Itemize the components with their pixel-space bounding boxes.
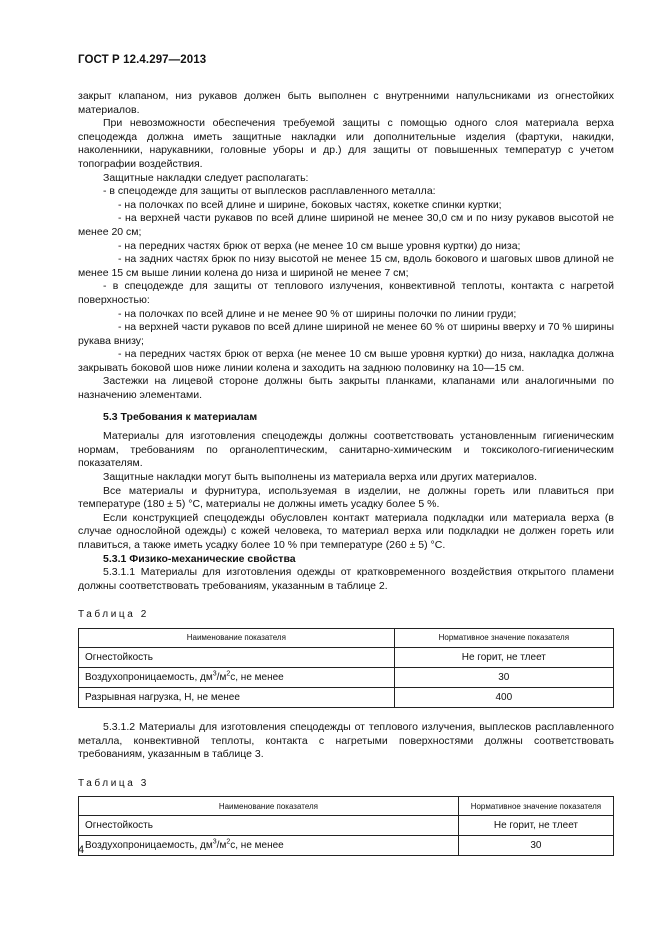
paragraph: Все материалы и фурнитура, используемая в изделии, не должны гореть или плавиться при температуре (180 ± 5) °С, материалы не должны иметь усадку более 5 %. (78, 484, 614, 511)
paragraph: 5.3.1.2 Материалы для изготовления спецодежды от теплового излучения, выплесков расплавленного металла, конвективной теплоты, контакта с нагретыми поверхностями должны соответствовать требованиям, указанным в таблице 3. (78, 720, 614, 761)
list-item: - в спецодежде для защиты от выплесков расплавленного металла: (103, 185, 436, 198)
text-run: с, не менее (230, 671, 284, 683)
paragraph: Защитные накладки следует располагать: (103, 171, 309, 184)
text-run: Воздухопроницаемость, дм (85, 840, 213, 852)
text-run: /м (216, 840, 227, 852)
table-cell (79, 667, 395, 687)
page-number: 4 (78, 844, 85, 856)
column-header: Наименование показателя (79, 797, 459, 816)
list-item: - в спецодежде для защиты от теплового излучения, конвективной теплоты, контакта с нагретой поверхностью: (78, 280, 614, 306)
column-header: Наименование показателя (79, 628, 395, 647)
text-run: Воздухопроницаемость, дм (85, 671, 213, 683)
table-2 (78, 628, 614, 708)
list-item: - на полочках по всей длине и не менее 90 % от ширины полочки по линии груди; (118, 307, 517, 320)
table-header-row (79, 797, 614, 816)
table-caption: Таблица 3 (78, 777, 149, 789)
paragraph: закрыт клапаном, низ рукавов должен быть выполнен с внутренними напульсниками из огнестойких материалов. (78, 90, 614, 116)
paragraph: 5.3.1.1 Материалы для изготовления одежды от кратковременного воздействия открытого пламени должны соответствовать требованиям, указанным в таблице 2. (78, 566, 614, 592)
list-item: - на верхней части рукавов по всей длине шириной не менее 30,0 см и по низу рукавов высотой не менее 20 см; (78, 212, 614, 238)
document-body (78, 90, 614, 856)
table-cell: Разрывная нагрузка, Н, не менее (79, 687, 395, 707)
table-cell: Огнестойкость (79, 647, 395, 667)
table-row (79, 687, 614, 707)
table-row (79, 647, 614, 667)
table-cell: Огнестойкость (79, 816, 459, 836)
list-item: - на передних частях брюк от верха (не менее 10 см выше уровня куртки) до низа, накладка должна закрывать боковой шов ниже линии колена и заходить на заднюю половинку на 10—15 см. (78, 348, 614, 374)
paragraph: Если конструкцией спецодежды обусловлен контакт материала подкладки или материала верха (в случае однослойной одежды) с кожей человека, то материал верха или подкладки не должен гореть или плавиться, а также иметь усадку более 10 % при температуре (260 ± 5) °С. (78, 511, 614, 551)
document-header: ГОСТ Р 12.4.297—2013 (78, 54, 207, 66)
text-run: с, не менее (230, 840, 284, 852)
table-header-row (79, 628, 614, 647)
table-row (79, 667, 614, 687)
table-3 (78, 796, 614, 856)
list-item: - на передних частях брюк от верха (не менее 10 см выше уровня куртки) до низа; (118, 239, 521, 252)
paragraph: Застежки на лицевой стороне должны быть закрыты планками, клапанами или аналогичными по назначению элементами. (78, 375, 614, 402)
paragraph: Защитные накладки могут быть выполнены из материала верха или других материалов. (103, 471, 537, 484)
table-cell: 30 (458, 836, 613, 856)
table-cell: 30 (394, 667, 613, 687)
subsection-title: 5.3.1 Физико-механические свойства (103, 552, 296, 565)
table-cell: 400 (394, 687, 613, 707)
superscript: 3 (212, 838, 217, 846)
superscript: 2 (226, 838, 231, 846)
text-run: /м (216, 671, 227, 683)
table-row (79, 836, 614, 856)
column-header: Нормативное значение показателя (458, 797, 613, 816)
list-item: - на полочках по всей длине и ширине, боковых частях, кокетке спинки куртки; (118, 198, 502, 211)
column-header: Нормативное значение показателя (394, 628, 613, 647)
section-title: 5.3 Требования к материалам (103, 410, 258, 423)
table-cell (79, 836, 459, 856)
superscript: 3 (212, 670, 217, 678)
paragraph: При невозможности обеспечения требуемой защиты с помощью одного слоя материала верха спецодежда должна иметь защитные накладки или дополнительные изделия (фартуки, накидки, наколенники, нарукавники, головные уборы и др.) для защиты от повышенных температур с учетом топографии воздействия. (78, 117, 614, 170)
superscript: 2 (226, 670, 231, 678)
table-caption: Таблица 2 (78, 609, 149, 621)
paragraph: Материалы для изготовления спецодежды должны соответствовать установленным гигиеническим нормам, требованиям по органолептическим, санитарно-химическим и токсиколого-гигиеническим показателям. (78, 430, 614, 470)
table-cell: Не горит, не тлеет (394, 647, 613, 667)
table-row (79, 816, 614, 836)
list-item: - на задних частях брюк по низу высотой не менее 15 см, вдоль бокового и шаговых швов длиной не менее 15 см выше линии колена до низа и шириной не менее 7 см; (78, 253, 614, 279)
list-item: - на верхней части рукавов по всей длине шириной не менее 60 % от ширины вверху и 70 % ширины рукава внизу; (78, 321, 614, 347)
table-cell: Не горит, не тлеет (458, 816, 613, 836)
